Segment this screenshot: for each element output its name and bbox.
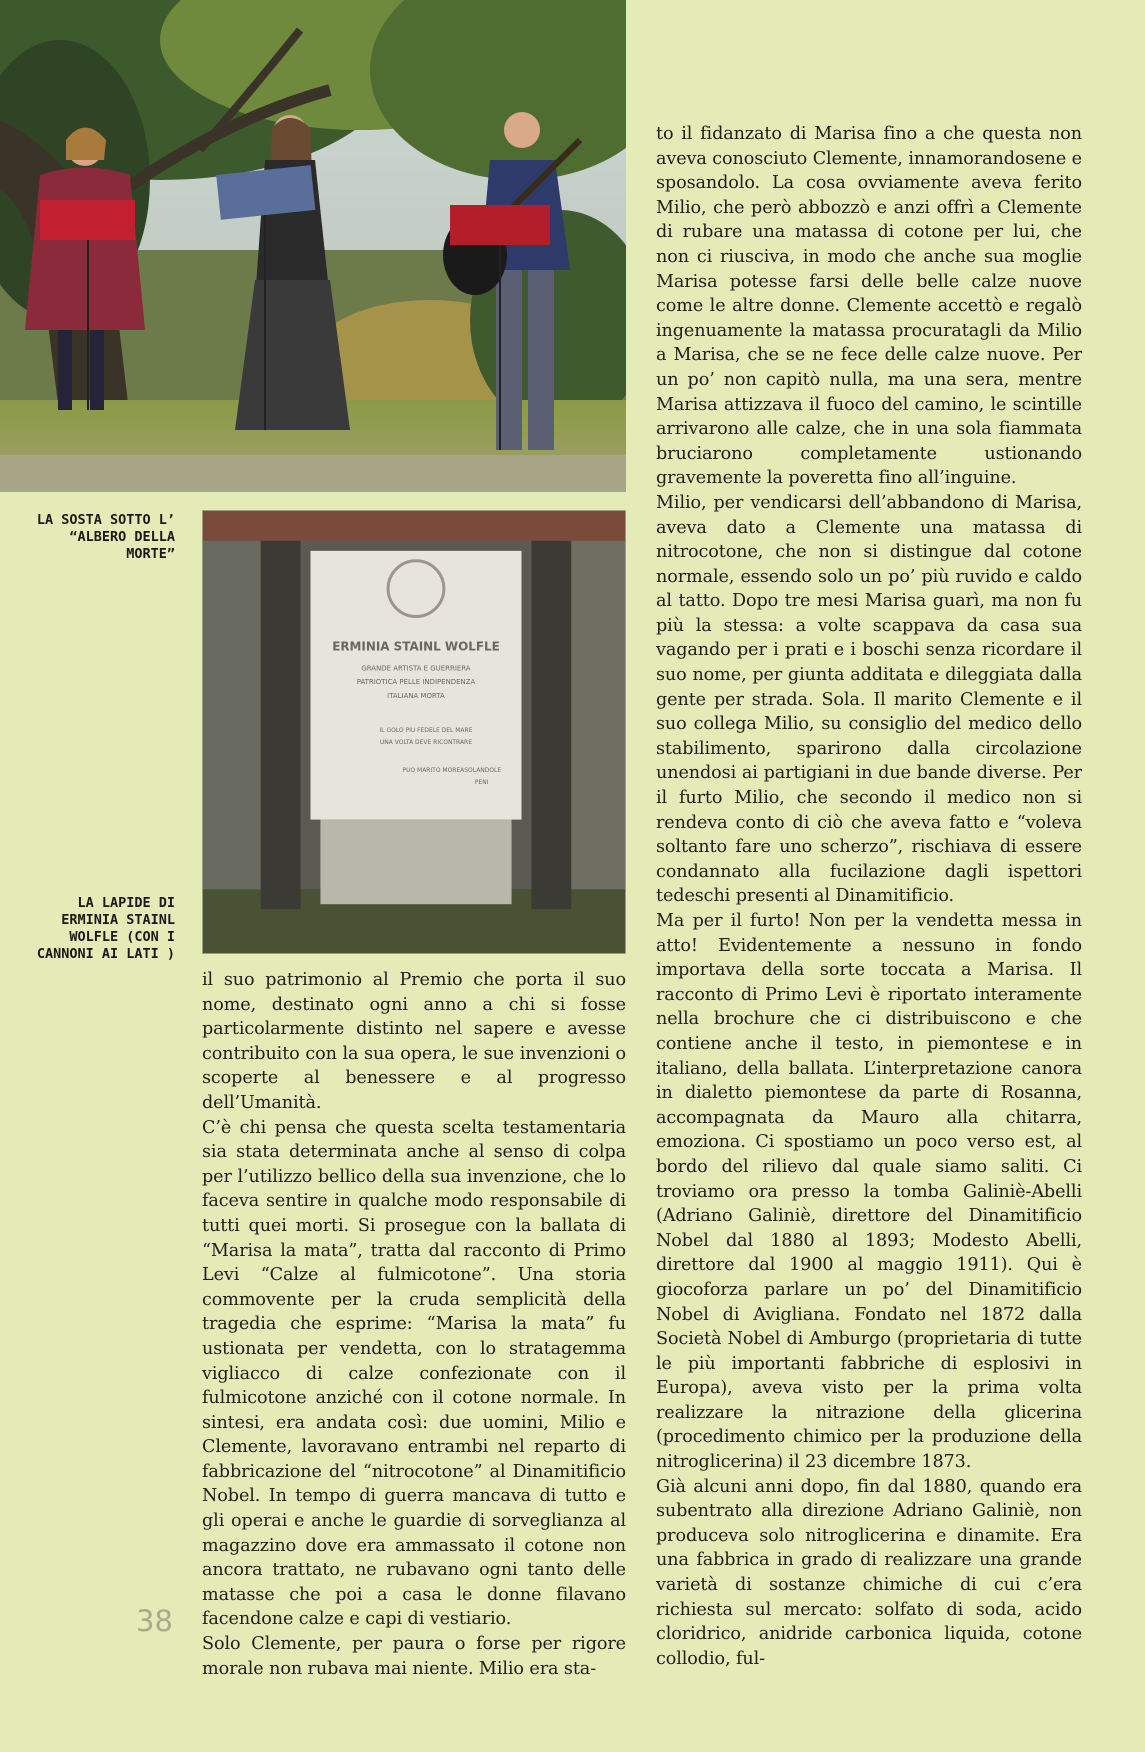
- inscription-line: ITALIANA MORTA: [387, 692, 445, 701]
- page-number: 38: [136, 1604, 173, 1638]
- inscription-line: GRANDE ARTISTA E GUERRIERA: [361, 664, 471, 673]
- inscription-name: ERMINIA STAINL WOLFLE: [332, 639, 500, 654]
- left-text-column: [202, 968, 626, 1681]
- caption-concert: LA SOSTA SOTTO L’ “ALBERO DELLA MORTE”: [36, 512, 175, 562]
- paragraph: to il fidanzato di Marisa fino a che questa non aveva conosciuto Clemente, innamorandosene e sposandolo. La cosa ovviamente aveva ferito Milio, che però abbozzò e anzi offrì a Clemente di rubare una matassa di cotone per lui, che non ci riusciva, in modo che anche sua moglie Marisa potesse farsi delle belle calze nuove come le altre donne. Clemente accettò e regalò ingenuamente la matassa procuratagli da Milio a Marisa, che se ne fece delle calze nuove. Per un po’ non capitò nulla, ma una sera, mentre Marisa attizzava il fuoco del camino, le scintille arrivarono alle calze, che in una sola fiammata bruciarono completamente ustionando gravemente la poveretta fino all’inguine.: [656, 124, 1082, 489]
- right-text-column: [656, 122, 1082, 1671]
- inscription-line: IL GOLO PIU FEDELE DEL MARE: [379, 726, 473, 735]
- inscription-line: PATRIOTICA PELLE INDIPENDENZA: [356, 678, 476, 687]
- paragraph: Ma per il furto! Non per la vendetta messa in atto! Evidentemente a nessuno in fondo importava della sorte toccata a Marisa. Il racconto di Primo Levi è riportato interamente nella brochure che ci distribuiscono e che contiene anche il testo, in piemontese e in italiano, della ballata. L’interpretazione canora in dialetto piemontese da parte di Rosanna, accompagnata da Mauro alla chitarra, emoziona. Ci spostiamo un poco verso est, al bordo del rilievo dal quale siamo saliti. Ci troviamo ora presso la tomba Galiniè-Abelli (Adriano Galiniè, direttore del Dinamitificio Nobel dal 1880 al 1893; Modesto Abelli, direttore dal 1900 al maggio 1911). Qui è giocoforza parlare un po’ del Dinamitificio Nobel di Avigliana. Fondato nel 1872 dalla Società Nobel di Amburgo (proprietaria di tutte le più importanti fabbriche di esplosivi in Europa), aveva visto per la prima volta realizzare la nitrazione della glicerina (procedimento chimico per la produzione della nitroglicerina) il 23 dicembre 1873.: [656, 911, 1082, 1473]
- photo-three-performers-under-tree-icon: [0, 0, 626, 492]
- concert-photo: [0, 0, 626, 492]
- paragraph: C’è chi pensa che questa scelta testamentaria sia stata determinata anche al senso di colpa per l’utilizzo bellico della sua invenzione, che lo faceva sentire in qualche modo responsabile di tutti quei morti. Si prosegue con la ballata di “Marisa la mata”, tratta dal racconto di Primo Levi “Calze al fulmicotone”. Una storia commovente per la cruda semplicità della tragedia che esprime: “Marisa la mata” fu ustionata per vendetta, con lo stratagemma vigliacco di calze confezionate con il fulmicotone anziché con il cotone normale. In sintesi, era andata così: due uomini, Milio e Clemente, lavoravano entrambi nel reparto di fabbricazione del “nitrocotone” al Dinamitificio Nobel. In tempo di guerra mancava di tutto e gli operai e anche le guardie di sorveglianza al magazzino dove era ammassato il cotone non ancora trattato, ne rubavano ogni tanto delle matasse che poi a casa le donne filavano facendone calze e capi di vestiario.: [202, 1117, 626, 1630]
- inscription-line: UNA VOLTA DEVE RICONTRARE: [379, 738, 472, 746]
- paragraph: Solo Clemente, per paura o forse per rigore morale non rubava mai niente. Milio era sta-: [202, 1634, 626, 1679]
- inscription-line: PENI: [474, 778, 489, 786]
- paragraph: Milio, per vendicarsi dell’abbandono di Marisa, aveva dato a Clemente una matassa di nitrocotone, che non si distingue dal cotone normale, essendo solo un po’ più ruvido e caldo al tatto. Dopo tre mesi Marisa guarì, ma non fu più la stessa: a volte scappava da casa sua vagando per i prati e i boschi senza ricordare il suo nome, per giunta additata e dileggiata dalla gente per strada. Sola. Il marito Clemente e il suo collega Milio, su consiglio del medico dello stabilimento, sparirono dalla circolazione unendosi ai partigiani in due bande diverse. Per il furto Milio, che secondo il medico non si rendeva conto di ciò che aveva fatto e “voleva soltanto fare uno scherzo”, rischiava di essere condannato alla fucilazione dagli ispettori tedeschi presenti al Dinamitificio.: [656, 492, 1082, 907]
- inscription-line: PUO MARITO MOREASOLANDOLE: [402, 766, 502, 774]
- paragraph: Già alcuni anni dopo, fin dal 1880, quando era subentrato alla direzione Adriano Galiniè, non produceva solo nitroglicerina e dinamite. Era una fabbrica in grado di realizzare una grande varietà di sostanze chimiche di cui c’era richiesta sul mercato: solfato di soda, acido cloridrico, anidride carbonica liquida, cotone collodio, ful-: [656, 1476, 1082, 1669]
- tomb-photo: [202, 510, 626, 954]
- photo-memorial-stone-icon: [203, 511, 625, 953]
- caption-tomb: LA LAPIDE DI ERMINIA STAINL WOLFLE (CON I CANNONI AI LATI ): [36, 895, 175, 962]
- paragraph: il suo patrimonio al Premio che porta il suo nome, destinato ogni anno a chi si fosse particolarmente distinto nel sapere e avesse contribuito con la sua opera, le sue invenzioni o scoperte al benessere e al progresso dell’Umanità.: [202, 970, 626, 1113]
